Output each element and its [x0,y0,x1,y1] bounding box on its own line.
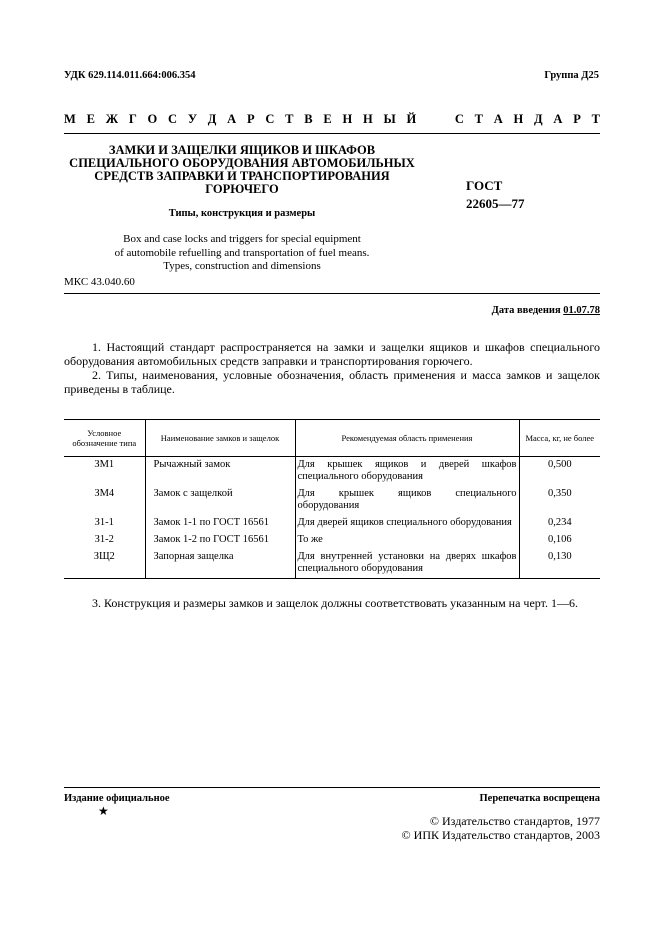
locks-table [64,419,600,579]
table-row [64,486,600,515]
mks-code: МКС 43.040.60 [64,276,135,288]
copyright-line: © Издательство стандартов, 1977 [429,814,600,828]
cell-designation: ЗМ4 [94,488,115,499]
table-header-row [64,420,600,457]
heading-letter: Г [128,112,137,126]
heading-rule [64,133,600,134]
header-name: Наименование замков и защелок [145,420,295,457]
paragraph-2-text: 2. Типы, наименования, условные обозначения, область применения и масса замков и защелок приведены в таблице. [64,368,600,396]
interstate-standard-heading [64,112,600,127]
cell-application: Для внутренней установки на дверях шкафов специального оборудования [295,549,519,579]
paragraph-1 [64,340,600,368]
gost-number: 22605—77 [466,196,525,211]
heading-letter: Е [323,112,332,126]
table-row [64,532,600,549]
cell-name: Замок 1-2 по ГОСТ 16561 [145,532,295,549]
heading-letter: Н [513,112,524,126]
date-label: Дата введения [491,305,561,316]
cell-application: Для дверей ящиков специального оборудования [295,515,519,532]
heading-letter: А [493,112,503,126]
heading-letter: Р [246,112,255,126]
udk-code: УДК 629.114.011.664:006.354 [64,70,196,81]
cell-mass: 0,234 [519,515,600,532]
english-title [64,233,420,274]
introduction-date [492,305,600,316]
heading-letter [427,112,430,127]
title-line: ЗАМКИ И ЗАЩЕЛКИ ЯЩИКОВ И ШКАФОВ [108,143,376,157]
heading-letter: Ы [383,112,396,126]
table-row [64,515,600,532]
paragraph-3 [64,596,600,610]
cell-name: Рычажный замок [145,457,295,487]
cell-mass: 0,350 [519,486,600,515]
heading-letter: Т [474,112,483,126]
cell-application: Для крышек ящиков и дверей шкафов специального оборудования [295,457,519,487]
copyright-line: © ИПК Издательство стандартов, 2003 [401,827,600,842]
title-line: ГОРЮЧЕГО [205,182,279,196]
header-designation: Условное обозначение типа [64,420,145,457]
heading-letter: В [304,112,313,126]
reprint-prohibited: Перепечатка воспрещена [479,793,600,804]
official-edition: Издание официальное [64,793,170,804]
heading-letter: Т [285,112,294,126]
heading-letter: С [454,112,464,126]
heading-letter: Т [591,112,600,126]
group-code: Группа Д25 [544,70,599,81]
cell-designation: ЗМ1 [94,459,115,470]
paragraph-2 [64,368,600,396]
cell-designation: ЗЩ2 [64,549,145,579]
heading-letter: У [187,112,198,126]
cell-application: Для крышек ящиков специального оборудования [295,486,519,515]
cell-application: То же [295,532,519,549]
heading-letter: Н [342,112,353,126]
paragraph-3-text: 3. Конструкция и размеры замков и защелок должны соответствовать указанным на черт. 1—6. [92,596,578,610]
heading-letter: А [227,112,237,126]
header-application: Рекомендуемая область применения [295,420,519,457]
table-row [64,549,600,579]
heading-letter: Д [207,112,217,126]
cell-name: Замок 1-1 по ГОСТ 16561 [145,515,295,532]
footer-rule [64,787,600,788]
heading-letter: С [168,112,178,126]
title-block-rule [64,293,600,294]
cell-mass: 0,130 [519,549,600,579]
standard-title [64,144,420,196]
date-value: 01.07.78 [563,305,600,316]
title-line: СПЕЦИАЛЬНОГО ОБОРУДОВАНИЯ АВТОМОБИЛЬНЫХ [69,156,415,170]
heading-letter: Й [406,112,417,126]
english-title-line: Box and case locks and triggers for special equipment [123,233,361,245]
header-mass: Масса, кг, не более [519,420,600,457]
cell-mass: 0,106 [519,532,600,549]
heading-letter: М [64,112,76,126]
heading-letter: А [553,112,563,126]
heading-letter [441,112,444,127]
star-icon: ★ [98,804,109,818]
english-title-line: Types, construction and dimensions [163,260,321,272]
gost-label: ГОСТ [466,178,503,193]
cell-mass: 0,500 [519,457,600,487]
cell-designation: З1-1 [94,517,114,528]
gost-designation [466,177,525,213]
heading-letter: С [265,112,275,126]
heading-letter: Ж [105,112,119,126]
heading-letter: Д [534,112,543,126]
standard-subtitle: Типы, конструкция и размеры [168,208,316,219]
cell-designation: З1-2 [94,534,114,545]
paragraph-1-text: 1. Настоящий стандарт распространяется на замки и защелки ящиков и шкафов специального оборудования автомобильных средств заправки и транспортирования горючего. [64,340,600,368]
heading-letter: Р [573,112,581,126]
title-line: СРЕДСТВ ЗАПРАВКИ И ТРАНСПОРТИРОВАНИЯ [94,169,390,183]
english-title-line: of automobile refuelling and transportation of fuel means. [114,246,370,259]
heading-letter: О [147,112,158,126]
heading-letter: Е [86,112,95,126]
cell-name: Замок с защелкой [145,486,295,515]
cell-name: Запорная защелка [145,549,295,579]
copyright-block [402,815,600,842]
table-row [64,457,600,487]
heading-letter: Н [363,112,373,126]
